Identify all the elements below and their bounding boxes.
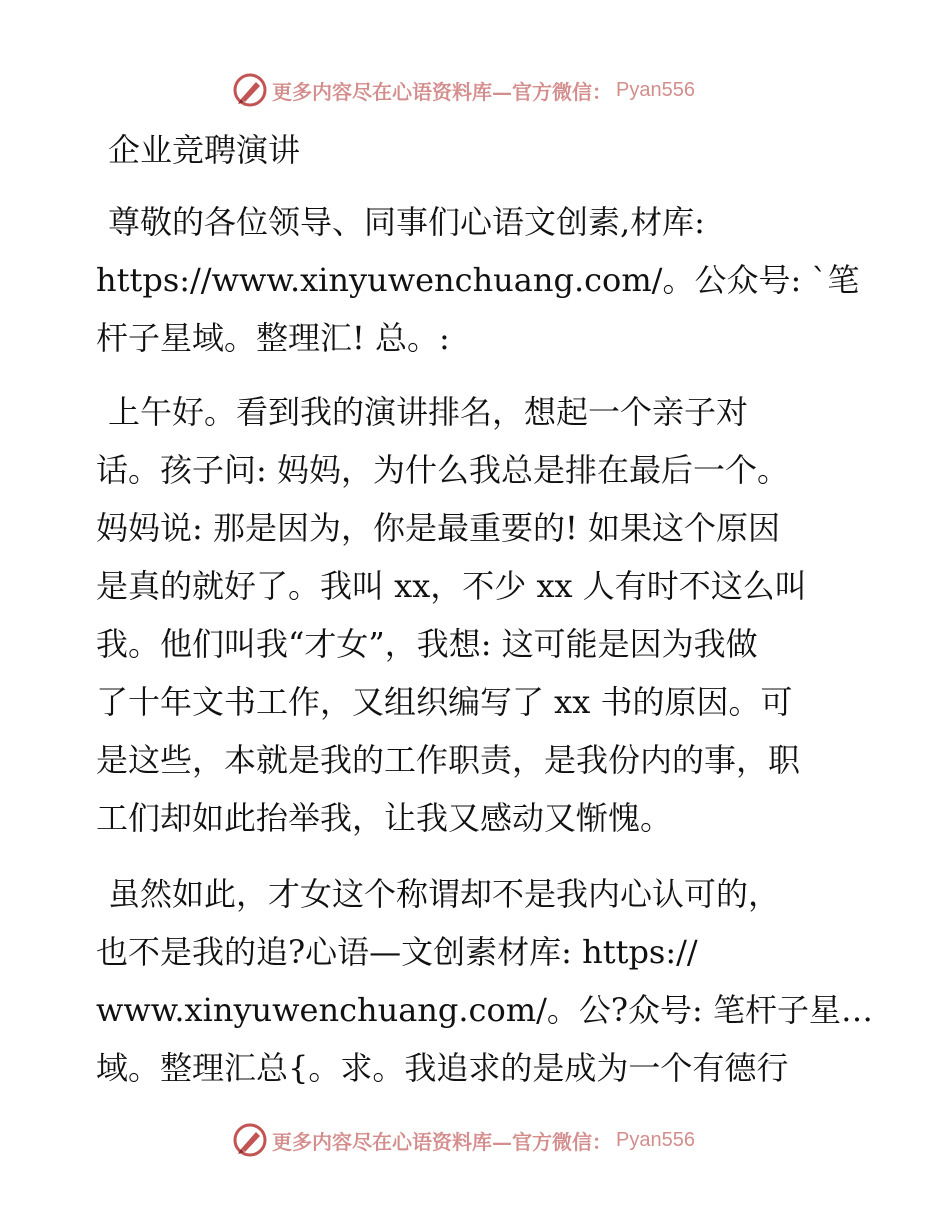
- paragraph-line: 是这些，本就是我的工作职责，是我份内的事，职: [96, 741, 801, 779]
- paragraph-line: 我。他们叫我“才女”，我想: 这可能是因为我做: [96, 625, 758, 663]
- paragraph-line: 也不是我的追?心语—文创素材库: https://: [96, 933, 698, 971]
- paragraph-line: https://www.xinyuwenchuang.com/。公众号: `笔: [96, 261, 860, 299]
- paragraph-line: 域。整理汇总{。求。我追求的是成为一个有德行: [96, 1049, 789, 1087]
- wechat-handle: Pyan556: [616, 78, 695, 101]
- paragraph-line: 话。孩子问: 妈妈，为什么我总是排在最后一个。: [96, 451, 789, 489]
- pen-logo-icon: [232, 72, 268, 108]
- paragraph-line: 工们却如此抬举我，让我又感动又惭愧。: [96, 799, 673, 837]
- banner-text: 更多内容尽在心语资料库—官方微信：: [272, 79, 612, 104]
- paragraph-line: www.xinyuwenchuang.com/。公?众号: 笔杆子星…: [96, 991, 873, 1029]
- paragraph-line: 上午好。看到我的演讲排名，想起一个亲子对: [108, 393, 749, 431]
- paragraph-line: 了十年文书工作，又组织编写了 xx 书的原因。可: [96, 683, 793, 721]
- document-title: 企业竞聘演讲: [108, 131, 301, 169]
- wechat-handle: Pyan556: [616, 1128, 695, 1151]
- paragraph-line: 是真的就好了。我叫 xx，不少 xx 人有时不这么叫: [96, 567, 807, 605]
- paragraph-line: 虽然如此，才女这个称谓却不是我内心认可的，: [108, 875, 781, 913]
- paragraph-line: 杆子星域。整理汇! 总。:: [96, 319, 450, 357]
- banner-text: 更多内容尽在心语资料库—官方微信：: [272, 1129, 612, 1154]
- footer-banner: [0, 1120, 950, 1160]
- pen-logo-icon: [232, 1122, 268, 1158]
- paragraph-line: 尊敬的各位领导、同事们心语文创素,材库:: [108, 203, 705, 241]
- paragraph-line: 妈妈说: 那是因为，你是最重要的! 如果这个原因: [96, 509, 780, 547]
- header-banner: [0, 70, 950, 110]
